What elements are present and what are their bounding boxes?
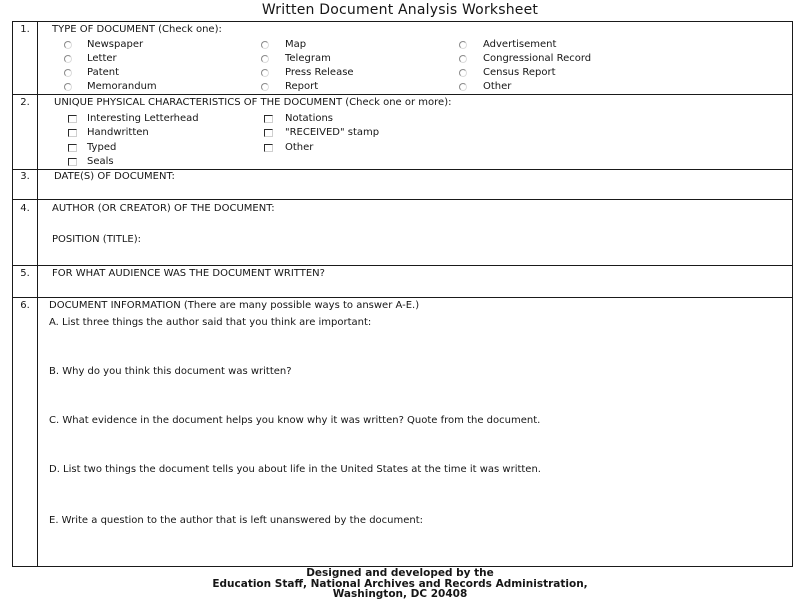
radio-letter[interactable] [64, 55, 72, 63]
section-5-heading: FOR WHAT AUDIENCE WAS THE DOCUMENT WRITTEN? [52, 268, 325, 279]
checkbox-notations[interactable] [264, 115, 273, 123]
worksheet-table [12, 21, 793, 567]
footer-line-1: Designed and developed by the [306, 567, 494, 579]
question-e: E. Write a question to the author that is left unanswered by the document: [49, 515, 424, 526]
radio-report[interactable] [261, 83, 269, 91]
option-label: Map [285, 39, 307, 50]
option-label: Typed [87, 142, 117, 153]
checkbox-other[interactable] [264, 144, 273, 152]
section-6-heading: DOCUMENT INFORMATION (There are many possible ways to answer A-E.) [49, 300, 420, 311]
section-number: 6. [20, 300, 30, 311]
checkbox-handwritten[interactable] [68, 129, 77, 137]
radio-patent[interactable] [64, 69, 72, 77]
section-number: 5. [20, 268, 30, 279]
radio-other[interactable] [459, 83, 467, 91]
option-label: Memorandum [87, 81, 157, 92]
option-label: Advertisement [483, 39, 557, 50]
checkbox-seals[interactable] [68, 158, 77, 166]
option-label: Report [285, 81, 319, 92]
section-1-heading: TYPE OF DOCUMENT (Check one): [52, 24, 222, 35]
radio-advertisement[interactable] [459, 41, 467, 49]
section-number: 1. [20, 24, 30, 35]
question-b: B. Why do you think this document was written? [49, 366, 292, 377]
section-number: 3. [20, 171, 30, 182]
radio-memorandum[interactable] [64, 83, 72, 91]
section-number: 4. [20, 203, 30, 214]
radio-newspaper[interactable] [64, 41, 72, 49]
section-4-heading: AUTHOR (OR CREATOR) OF THE DOCUMENT: [52, 203, 275, 214]
checkbox-typed[interactable] [68, 144, 77, 152]
section-number: 2. [20, 97, 30, 108]
radio-census-report[interactable] [459, 69, 467, 77]
option-label: "RECEIVED" stamp [285, 127, 380, 138]
radio-congressional-record[interactable] [459, 55, 467, 63]
radio-telegram[interactable] [261, 55, 269, 63]
option-label: Newspaper [87, 39, 144, 50]
section-2-heading: UNIQUE PHYSICAL CHARACTERISTICS OF THE DOCUMENT (Check one or more): [54, 97, 452, 108]
checkbox-interesting-letterhead[interactable] [68, 115, 77, 123]
option-label: Notations [285, 113, 334, 124]
option-label: Letter [87, 53, 117, 64]
question-c: C. What evidence in the document helps you know why it was written? Quote from the document. [49, 415, 541, 426]
option-label: Press Release [285, 67, 354, 78]
row-divider [13, 169, 792, 170]
footer-line-3: Washington, DC 20408 [332, 588, 468, 600]
row-divider [13, 94, 792, 95]
row-divider [13, 265, 792, 266]
row-divider [13, 297, 792, 298]
option-label: Patent [87, 67, 120, 78]
row-divider [13, 199, 792, 200]
checkbox-received-stamp[interactable] [264, 129, 273, 137]
option-label: Congressional Record [483, 53, 592, 64]
option-label: Handwritten [87, 127, 149, 138]
page-title: Written Document Analysis Worksheet [261, 2, 539, 18]
position-title-label: POSITION (TITLE): [52, 234, 142, 245]
option-label: Telegram [285, 53, 331, 64]
option-label: Interesting Letterhead [87, 113, 199, 124]
footer-line-2: Education Staff, National Archives and Records Administration, [212, 578, 588, 590]
option-label: Census Report [483, 67, 556, 78]
radio-press-release[interactable] [261, 69, 269, 77]
question-d: D. List two things the document tells you about life in the United States at the time it was written. [49, 464, 541, 475]
section-3-heading: DATE(S) OF DOCUMENT: [54, 171, 175, 182]
option-label: Other [285, 142, 314, 153]
question-a: A. List three things the author said that you think are important: [49, 317, 372, 328]
option-label: Seals [87, 156, 114, 167]
number-column-divider [37, 22, 38, 566]
radio-map[interactable] [261, 41, 269, 49]
option-label: Other [483, 81, 512, 92]
